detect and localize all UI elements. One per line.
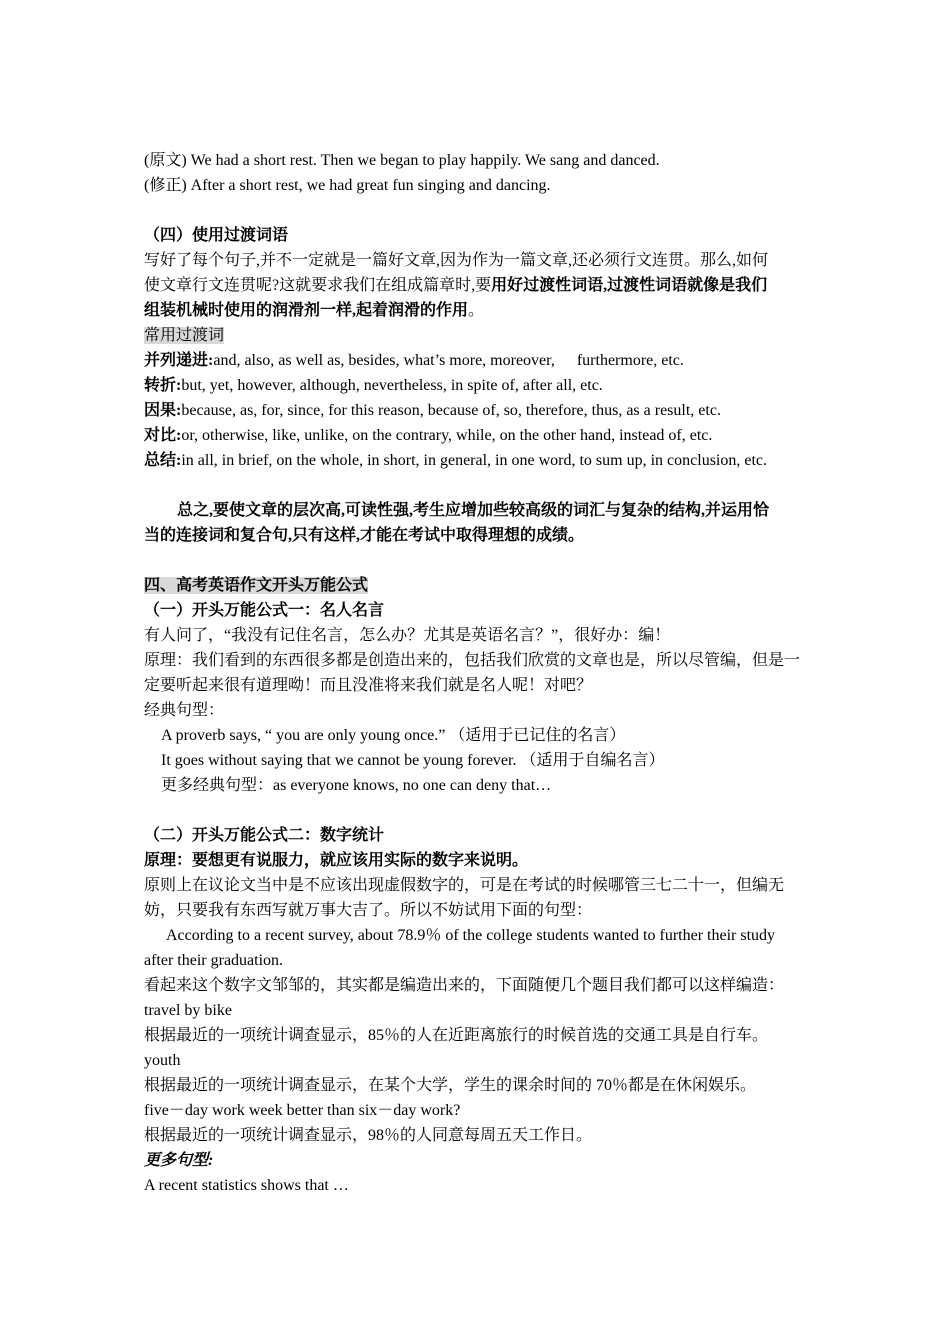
topic-title: youth [144,1052,181,1069]
formula2-principle: 原理：要想更有说服力，就应该用实际的数字来说明。 [144,852,529,869]
topic-example: 根据最近的一项统计调查显示，在某个大学，学生的课余时间的 70％都是在休闲娱乐。 [144,1077,757,1094]
category-words: and, also, as well as, besides, what’s more, moreover, [213,352,555,369]
topic-title: travel by bike [144,1002,232,1019]
category-words: or, otherwise, like, unlike, on the contrary, while, on the other hand, instead of, etc. [181,427,713,444]
category-label: 因果: [144,402,182,419]
paragraph-line: 原理：我们看到的东西很多都是创造出来的，包括我们欣赏的文章也是，所以尽管编，但是一 [144,652,801,669]
classic-sentences-label: 经典句型： [144,702,225,719]
paragraph-text: 。 [468,302,485,319]
topic-title: five－day work week better than six－day work? [144,1102,461,1119]
transition-category [144,401,721,421]
transition-category [144,351,684,371]
paragraph-line: 定要听起来很有道理呦！而且没准将来我们就是名人呢！对吧？ [144,677,593,694]
category-words: because, as, for, since, for this reason, because of, so, therefore, thus, as a result, etc. [181,402,721,419]
example-revised: (修正) After a short rest, we had great fun singing and dancing. [144,177,551,194]
topic-example: 根据最近的一项统计调查显示，98％的人同意每周五天工作日。 [144,1127,593,1144]
category-label: 对比: [144,427,182,444]
more-sentences-label: 更多句型: [144,1152,214,1169]
transition-category [144,451,767,471]
topic-example: 根据最近的一项统计调查显示，85％的人在近距离旅行的时候首选的交通工具是自行车。 [144,1027,769,1044]
category-words: but, yet, however, although, nevertheless, in spite of, after all, etc. [181,377,603,394]
summary-line: 当的连接词和复合句,只有这样,才能在考试中取得理想的成绩。 [144,527,585,544]
example-sentence: It goes without saying that we cannot be young forever. （适用于自编名言） [161,752,665,769]
paragraph-line: 看起来这个数字文邹邹的，其实都是编造出来的，下面随便几个题目我们都可以这样编造： [144,977,785,994]
category-label: 转折: [144,377,182,394]
example-sentence: 更多经典句型：as everyone knows, no one can deny that… [161,777,552,794]
common-transitions-label: 常用过渡词 [144,327,225,344]
paragraph-text: 使文章行文连贯呢?这就要求我们在组成篇章时,要 [144,277,492,294]
summary-line: 总之,要使文章的层次高,可读性强,考生应增加些较高级的词汇与复杂的结构,并运用恰 [177,502,770,519]
category-label: 总结: [144,452,182,469]
transition-category [144,376,603,396]
survey-sentence: after their graduation. [144,952,284,969]
paragraph-line: 原则上在议论文当中是不应该出现虚假数字的，可是在考试的时候哪管三七二十一，但编无 [144,877,785,894]
example-sentence: A recent statistics shows that … [144,1177,349,1194]
paragraph-bold-text: 用好过渡性词语,过渡性词语就像是我们 [491,277,768,294]
part-heading: 四、高考英语作文开头万能公式 [144,577,369,594]
paragraph-bold-text: 组装机械时使用的润滑剂一样,起着润滑的作用 [144,302,469,319]
survey-sentence: According to a recent survey, about 78.9％ of the college students wanted to further their study [166,927,776,944]
transition-category [144,426,712,446]
category-words: furthermore, etc. [576,352,684,369]
paragraph-line [144,276,767,296]
example-sentence: A proverb says, “ you are only young once.” （适用于已记住的名言） [161,727,626,744]
section-heading-transitions: （四）使用过渡词语 [144,227,289,244]
formula2-heading: （二）开头万能公式二：数字统计 [144,827,385,844]
example-original: (原文) We had a short rest. Then we began to play happily. We sang and danced. [144,152,660,169]
category-label: 并列递进: [144,352,214,369]
formula1-heading: （一）开头万能公式一：名人名言 [144,602,385,619]
category-words: in all, in brief, on the whole, in short, in general, in one word, to sum up, in conclusion, etc. [181,452,768,469]
paragraph-line [144,301,484,321]
paragraph-line: 妨，只要我有东西写就万事大吉了。所以不妨试用下面的句型： [144,902,593,919]
paragraph-line: 有人问了，“我没有记住名言，怎么办？尤其是英语名言？”，很好办：编！ [144,627,671,644]
paragraph-line: 写好了每个句子,并不一定就是一篇好文章,因为作为一篇文章,还必须行文连贯。那么,如何 [144,252,769,269]
